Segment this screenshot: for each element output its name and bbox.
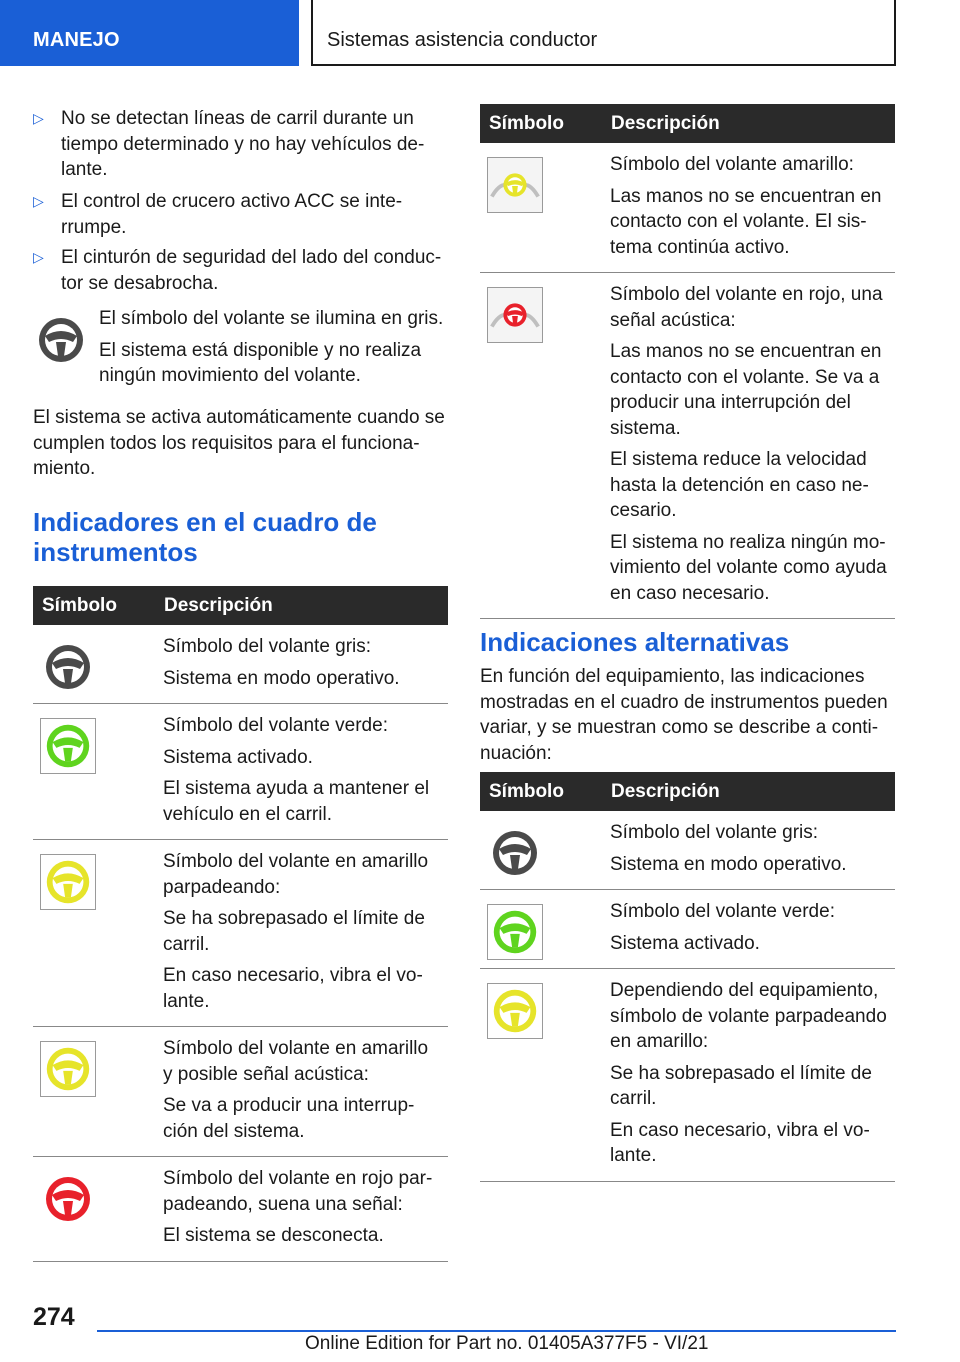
description-line: El sistema se desconecta. [163,1225,384,1246]
steering-wheel-gray-icon [40,639,96,695]
steering-wheel-gray-icon [487,825,543,881]
steering-wheel-yellow-icon [487,983,543,1039]
triangle-bullet-icon: ▷ [33,193,44,209]
symbol-table [480,104,895,619]
symbol-cell [33,840,156,1027]
bullet-item [33,189,448,240]
description-line: Símbolo del volante en rojo par-padeando, suena una señal: [163,1168,433,1215]
steering-wheel-hands-red-icon [487,287,543,343]
footer-divider [97,1330,896,1332]
description-cell [156,1027,448,1157]
table-row [33,625,448,704]
description-line: El sistema reduce la velocidad hasta la detención en caso ne-cesario. [610,449,869,521]
description-line: Símbolo del volante en rojo, una señal acústica: [610,284,883,331]
column-header: Símbolo [480,772,603,811]
description-cell [603,143,895,273]
description-line: En caso necesario, vibra el vo-lante. [610,1119,870,1166]
symbol-cell [480,811,603,890]
table-row [33,1157,448,1262]
triangle-bullet-icon: ▷ [33,110,44,126]
column-header: Descripción [156,586,448,625]
description-line: Símbolo del volante en amarillo y posible señal acústica: [163,1038,429,1085]
symbol-cell [480,143,603,273]
description-line: El sistema no realiza ningún mo-vimiento del volante como ayuda en caso necesario. [610,531,887,604]
note-line: El símbolo del volante se ilumina en gris. [99,308,444,329]
description-line: Símbolo del volante verde: [610,901,835,922]
description-cell [156,625,448,704]
table-row [480,969,895,1182]
section-title: MANEJO [33,29,120,51]
description-cell [156,1157,448,1262]
description-cell [603,273,895,619]
description-line: Sistema activado. [610,932,760,954]
steering-wheel-green-icon [487,904,543,960]
description-line: Se ha sobrepasado el límite de carril. [163,908,425,955]
intro-paragraph: El sistema se activa automáticamente cuando se cumplen todos los requisitos para el funciona-miento. [33,407,445,479]
description-line: Símbolo del volante verde: [163,715,388,736]
description-cell [156,704,448,840]
description-line: Dependiendo del equipamiento, símbolo de volante parpadeando en amarillo: [610,980,887,1052]
steering-wheel-yellow-icon [40,854,96,910]
symbol-cell [480,890,603,969]
symbol-cell [33,625,156,704]
description-line: Sistema en modo operativo. [163,667,400,689]
description-line: El sistema ayuda a mantener el vehículo en el carril. [163,778,430,825]
bullet-text: El cinturón de seguridad del lado del conduc-tor se desabrocha. [61,247,442,294]
description-line: Símbolo del volante gris: [610,822,819,843]
table-row [480,273,895,619]
description-cell [156,840,448,1027]
steering-wheel-green-icon [40,718,96,774]
column-header: Símbolo [33,586,156,625]
bullet-text: No se detectan líneas de carril durante un tiempo determinado y no hay vehículos de-lante. [61,108,425,180]
chapter-tab [311,0,896,66]
symbol-cell [33,1157,156,1262]
steering-wheel-hands-yellow-icon [487,157,543,213]
table-row [480,143,895,273]
symbol-cell [33,704,156,840]
bullet-text: El control de crucero activo ACC se inte-rrumpe. [61,191,403,238]
description-line: Símbolo del volante amarillo: [610,154,854,175]
table-row [480,811,895,890]
edition-text: Online Edition for Part no. 01405A377F5 - VI/21 [305,1333,709,1354]
description-line: Las manos no se encuentran en contacto con el volante. El sis-tema continúa activo. [610,185,882,258]
bullet-item [33,106,448,183]
description-cell [603,811,895,890]
table-row [33,840,448,1027]
section-tab [0,0,299,66]
column-header: Descripción [603,104,895,143]
chapter-title: Sistemas asistencia conductor [327,29,598,51]
section-heading: Indicadores en el cuadro de instrumentos [33,507,377,567]
note-text [99,306,449,389]
table-row [480,890,895,969]
description-line: Se ha sobrepasado el límite de carril. [610,1062,872,1109]
column-header: Descripción [603,772,895,811]
description-cell [603,969,895,1182]
description-line: Las manos no se encuentran en contacto con el volante. Se va a producir una interrupción del sistema. [610,341,882,439]
description-line: Se va a producir una interrup-ción del sistema. [163,1095,415,1142]
triangle-bullet-icon: ▷ [33,249,44,265]
description-line: En caso necesario, vibra el vo-lante. [163,965,423,1012]
steering-wheel-gray-icon [33,312,89,368]
symbol-cell [480,273,603,619]
section-heading: Indicaciones alternativas [480,627,790,657]
steering-wheel-yellow-icon [40,1041,96,1097]
intro-paragraph: En función del equipamiento, las indicaciones mostradas en el cuadro de instrumentos pueden variar, y se muestran como se describe a conti-nuación: [480,666,888,764]
table-row [33,704,448,840]
symbol-cell [480,969,603,1182]
description-line: Símbolo del volante gris: [163,636,372,657]
description-line: Sistema activado. [163,746,313,768]
note-line: El sistema está disponible y no realiza ningún movimiento del volante. [99,339,422,386]
symbol-table [480,772,895,1182]
column-header: Símbolo [480,104,603,143]
description-cell [603,890,895,969]
steering-wheel-red-icon [40,1171,96,1227]
page-number: 274 [33,1303,75,1331]
description-line: Sistema en modo operativo. [610,853,847,875]
symbol-table [33,586,448,1262]
note-icon-wrap [33,312,89,368]
table-row [33,1027,448,1157]
description-line: Símbolo del volante en amarillo parpadeando: [163,851,429,898]
symbol-cell [33,1027,156,1157]
bullet-item [33,245,448,296]
